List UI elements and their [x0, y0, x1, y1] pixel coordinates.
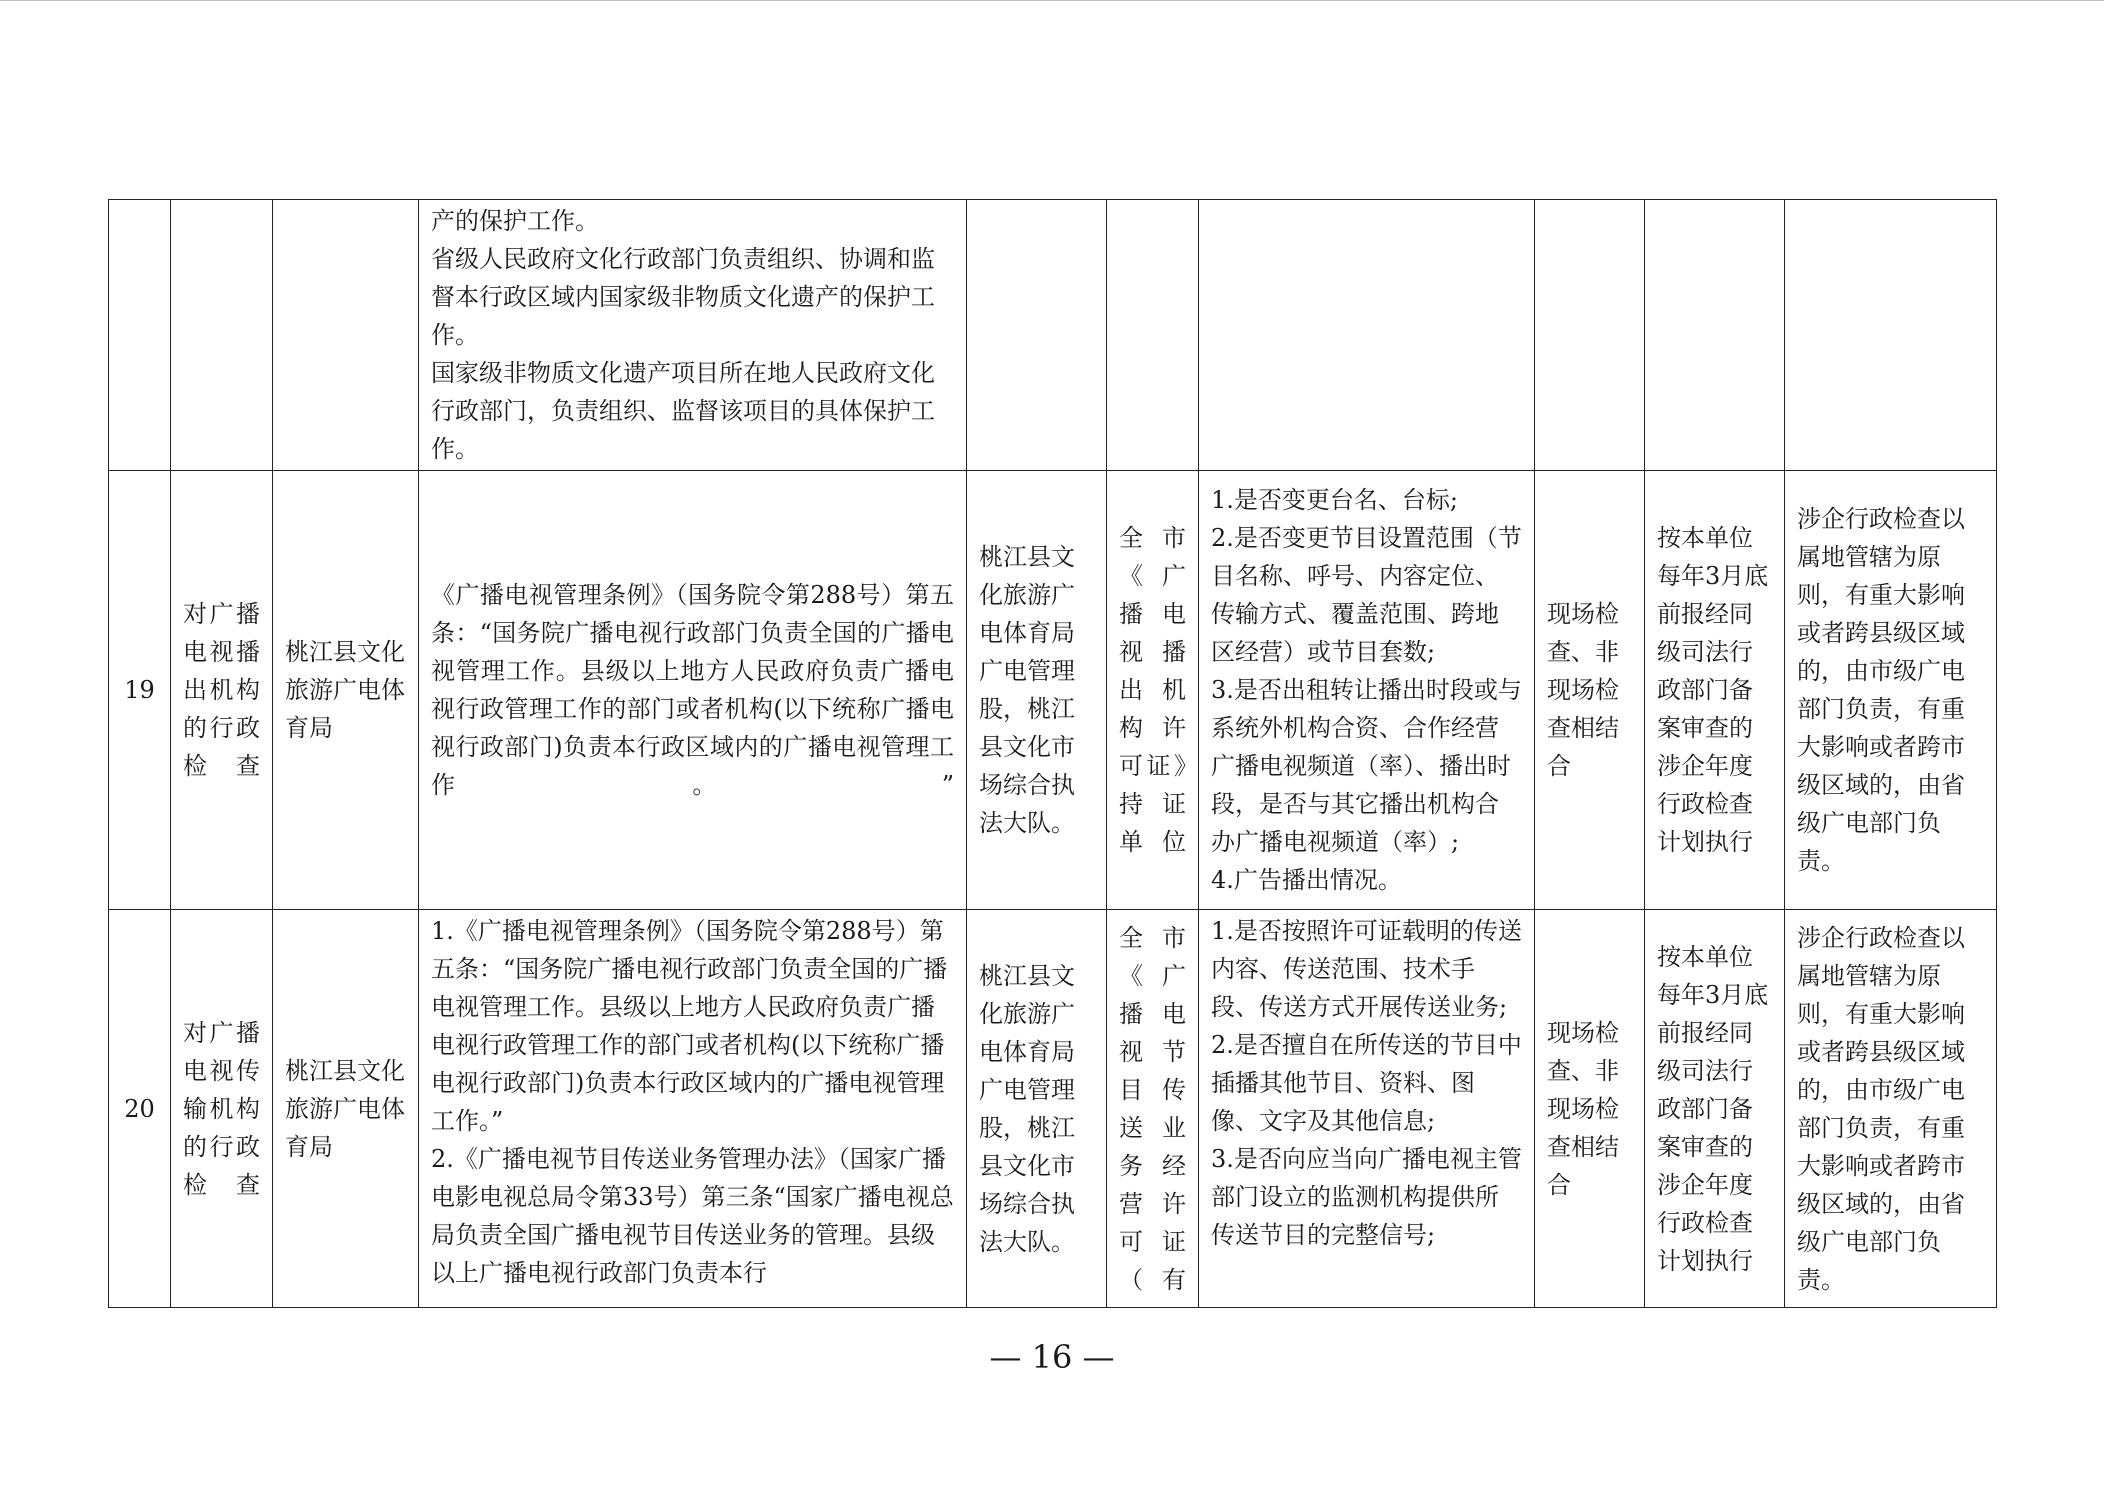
cell-basis	[419, 910, 967, 1308]
content-item: 4.广告播出情况。	[1211, 866, 1402, 894]
cell-no: 20	[109, 910, 171, 1308]
cell-object	[1107, 200, 1199, 471]
cell-dept: 桃江县文化旅游广电体育局	[273, 910, 419, 1308]
cell-content	[1199, 910, 1535, 1308]
page-number: — 16 —	[989, 1338, 1115, 1376]
cell-remark	[1785, 200, 1997, 471]
cell-object: 全市《广播电视播出机构许可证》持证单位	[1107, 471, 1199, 910]
content-item: 1.是否变更台名、台标;	[1211, 486, 1458, 514]
cell-no: 19	[109, 471, 171, 910]
table-row	[109, 471, 1997, 910]
cell-frequency: 按本单位每年3月底前报经同级司法行政部门备案审查的涉企年度行政检查计划执行	[1645, 910, 1785, 1308]
cell-item: 对广播电视播出机构的行政检查	[171, 471, 273, 910]
content-item: 1.是否按照许可证载明的传送内容、传送范围、技术手段、传送方式开展传送业务;	[1211, 917, 1522, 1021]
cell-content	[1199, 471, 1535, 910]
cell-basis	[419, 471, 967, 910]
content-item: 2.是否变更节目设置范围（节目名称、呼号、内容定位、传输方式、覆盖范围、跨地区经营）或节目套数;	[1211, 524, 1522, 666]
cell-no	[109, 200, 171, 471]
cell-executor	[967, 200, 1107, 471]
content-item: 2.是否擅自在所传送的节目中插播其他节目、资料、图像、文字及其他信息;	[1211, 1031, 1522, 1135]
table-row-continuation	[109, 200, 1997, 471]
cell-remark: 涉企行政检查以属地管辖为原则，有重大影响或者跨县级区域的，由市级广电部门负责，有重大影响或者跨市级区域的，由省级广电部门负责。	[1785, 471, 1997, 910]
basis-paragraph: 2.《广播电视节目传送业务管理办法》（国家广播电影电视总局令第33号）第三条“国家广播电视总局负责全国广播电视节目传送业务的管理。县级以上广播电视行政部门负责本行	[431, 1145, 954, 1287]
cell-content	[1199, 200, 1535, 471]
cell-dept: 桃江县文化旅游广电体育局	[273, 471, 419, 910]
basis-paragraph: 省级人民政府文化行政部门负责组织、协调和监督本行政区域内国家级非物质文化遗产的保护工作。	[431, 245, 935, 349]
cell-remark: 涉企行政检查以属地管辖为原则，有重大影响或者跨县级区域的，由市级广电部门负责，有重大影响或者跨市级区域的，由省级广电部门负责。	[1785, 910, 1997, 1308]
top-border-line	[0, 0, 2104, 1]
content-item: 3.是否向应当向广播电视主管部门设立的监测机构提供所传送节目的完整信号;	[1211, 1145, 1522, 1249]
basis-paragraph: 1.《广播电视管理条例》（国务院令第288号）第五条：“国务院广播电视行政部门负责全国的广播电视管理工作。县级以上地方人民政府负责广播电视行政管理工作的部门或者机构(以下统称广播电视行政部门)负责本行政区域内的广播电视管理工作。”	[431, 917, 948, 1135]
cell-dept	[273, 200, 419, 471]
cell-item: 对广播电视传输机构的行政检查	[171, 910, 273, 1308]
content-item: 3.是否出租转让播出时段或与系统外机构合资、合作经营广播电视频道（率）、播出时段，是否与其它播出机构合办广播电视频道（率）;	[1211, 676, 1522, 856]
inspection-table	[108, 199, 1997, 1308]
cell-executor: 桃江县文化旅游广电体育局广电管理股，桃江县文化市场综合执法大队。	[967, 471, 1107, 910]
basis-paragraph: 国家级非物质文化遗产项目所在地人民政府文化行政部门，负责组织、监督该项目的具体保护工作。	[431, 359, 935, 463]
basis-paragraph: 《广播电视管理条例》（国务院令第288号）第五条：“国务院广播电视行政部门负责全国的广播电视管理工作。县级以上地方人民政府负责广播电视行政管理工作的部门或者机构(以下统称广播电视行政部门)负责本行政区域内的广播电视管理工作。”	[431, 581, 954, 799]
cell-item	[171, 200, 273, 471]
cell-basis	[419, 200, 967, 471]
cell-method	[1535, 200, 1645, 471]
cell-frequency: 按本单位每年3月底前报经同级司法行政部门备案审查的涉企年度行政检查计划执行	[1645, 471, 1785, 910]
cell-method: 现场检查、非现场检查相结合	[1535, 910, 1645, 1308]
basis-paragraph: 产的保护工作。	[431, 207, 599, 235]
cell-frequency	[1645, 200, 1785, 471]
table-row	[109, 910, 1997, 1308]
cell-executor: 桃江县文化旅游广电体育局广电管理股，桃江县文化市场综合执法大队。	[967, 910, 1107, 1308]
cell-object: 全市《广播电视节目传送业务经营许可证（有	[1107, 910, 1199, 1308]
cell-method: 现场检查、非现场检查相结合	[1535, 471, 1645, 910]
